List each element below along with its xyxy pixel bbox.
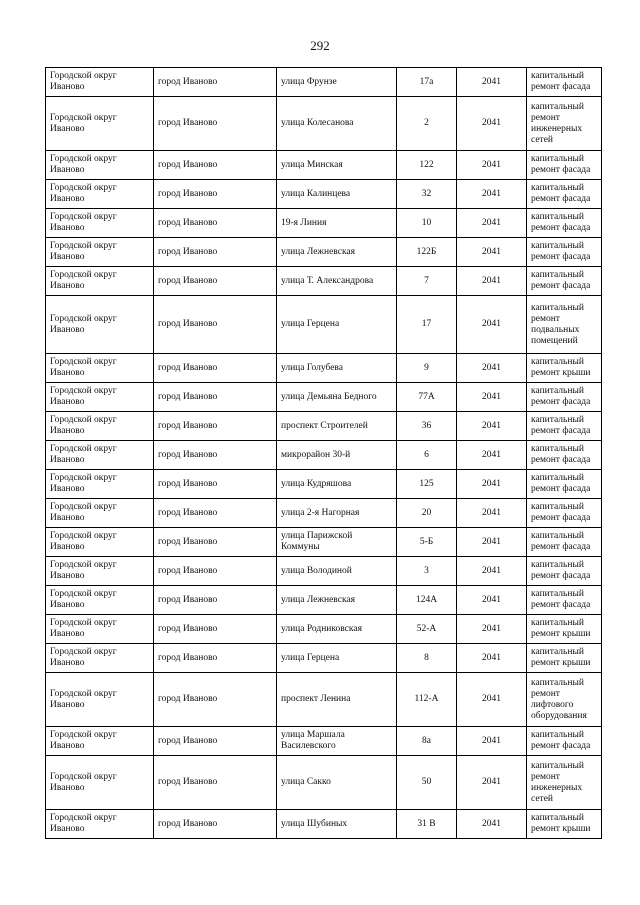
street-cell: улица Т. Александрова <box>277 267 397 296</box>
street-cell: улица Лежневская <box>277 586 397 615</box>
year-cell: 2041 <box>457 756 527 810</box>
work-type-cell: капитальный ремонт фасада <box>527 238 602 267</box>
repair-schedule-table <box>45 67 602 839</box>
street-cell: проспект Строителей <box>277 412 397 441</box>
house-number-cell: 2 <box>397 97 457 151</box>
district-cell: Городской округ Иваново <box>46 68 154 97</box>
year-cell: 2041 <box>457 528 527 557</box>
house-number-cell: 77А <box>397 383 457 412</box>
city-cell: город Иваново <box>154 180 277 209</box>
year-cell: 2041 <box>457 673 527 727</box>
house-number-cell: 6 <box>397 441 457 470</box>
city-cell: город Иваново <box>154 209 277 238</box>
city-cell: город Иваново <box>154 499 277 528</box>
street-cell: улица Фрунзе <box>277 68 397 97</box>
work-type-cell: капитальный ремонт крыши <box>527 644 602 673</box>
work-type-cell: капитальный ремонт фасада <box>527 68 602 97</box>
table-row <box>46 557 602 586</box>
city-cell: город Иваново <box>154 644 277 673</box>
city-cell: город Иваново <box>154 354 277 383</box>
work-type-cell: капитальный ремонт фасада <box>527 727 602 756</box>
table-row <box>46 528 602 557</box>
table-row <box>46 296 602 354</box>
year-cell: 2041 <box>457 470 527 499</box>
house-number-cell: 122 <box>397 151 457 180</box>
street-cell: улица Демьяна Бедного <box>277 383 397 412</box>
table-row <box>46 383 602 412</box>
year-cell: 2041 <box>457 354 527 383</box>
work-type-cell: капитальный ремонт фасада <box>527 470 602 499</box>
table-row <box>46 756 602 810</box>
table-row <box>46 238 602 267</box>
house-number-cell: 17а <box>397 68 457 97</box>
city-cell: город Иваново <box>154 296 277 354</box>
street-cell: улица 2-я Нагорная <box>277 499 397 528</box>
work-type-cell: капитальный ремонт фасада <box>527 528 602 557</box>
table-row <box>46 209 602 238</box>
street-cell: улица Голубева <box>277 354 397 383</box>
street-cell: улица Парижской Коммуны <box>277 528 397 557</box>
year-cell: 2041 <box>457 68 527 97</box>
table-row <box>46 586 602 615</box>
house-number-cell: 50 <box>397 756 457 810</box>
district-cell: Городской округ Иваново <box>46 727 154 756</box>
city-cell: город Иваново <box>154 586 277 615</box>
city-cell: город Иваново <box>154 470 277 499</box>
street-cell: улица Лежневская <box>277 238 397 267</box>
city-cell: город Иваново <box>154 151 277 180</box>
district-cell: Городской округ Иваново <box>46 810 154 839</box>
year-cell: 2041 <box>457 441 527 470</box>
city-cell: город Иваново <box>154 615 277 644</box>
district-cell: Городской округ Иваново <box>46 267 154 296</box>
page-number: 292 <box>310 38 330 53</box>
district-cell: Городской округ Иваново <box>46 470 154 499</box>
district-cell: Городской округ Иваново <box>46 412 154 441</box>
house-number-cell: 8 <box>397 644 457 673</box>
street-cell: улица Герцена <box>277 644 397 673</box>
house-number-cell: 5-Б <box>397 528 457 557</box>
year-cell: 2041 <box>457 412 527 441</box>
house-number-cell: 112-А <box>397 673 457 727</box>
table-row <box>46 810 602 839</box>
district-cell: Городской округ Иваново <box>46 238 154 267</box>
house-number-cell: 9 <box>397 354 457 383</box>
street-cell: микрорайон 30-й <box>277 441 397 470</box>
street-cell: улица Герцена <box>277 296 397 354</box>
city-cell: город Иваново <box>154 267 277 296</box>
city-cell: город Иваново <box>154 673 277 727</box>
work-type-cell: капитальный ремонт крыши <box>527 354 602 383</box>
work-type-cell: капитальный ремонт фасада <box>527 441 602 470</box>
year-cell: 2041 <box>457 557 527 586</box>
year-cell: 2041 <box>457 97 527 151</box>
street-cell: проспект Ленина <box>277 673 397 727</box>
house-number-cell: 17 <box>397 296 457 354</box>
street-cell: улица Шубиных <box>277 810 397 839</box>
work-type-cell: капитальный ремонт крыши <box>527 615 602 644</box>
work-type-cell: капитальный ремонт лифтового оборудования <box>527 673 602 727</box>
house-number-cell: 124А <box>397 586 457 615</box>
year-cell: 2041 <box>457 180 527 209</box>
work-type-cell: капитальный ремонт крыши <box>527 810 602 839</box>
district-cell: Городской округ Иваново <box>46 615 154 644</box>
street-cell: улица Минская <box>277 151 397 180</box>
work-type-cell: капитальный ремонт фасада <box>527 412 602 441</box>
district-cell: Городской округ Иваново <box>46 557 154 586</box>
year-cell: 2041 <box>457 615 527 644</box>
year-cell: 2041 <box>457 810 527 839</box>
street-cell: улица Маршала Василевского <box>277 727 397 756</box>
house-number-cell: 31 В <box>397 810 457 839</box>
work-type-cell: капитальный ремонт фасада <box>527 151 602 180</box>
district-cell: Городской округ Иваново <box>46 383 154 412</box>
city-cell: город Иваново <box>154 810 277 839</box>
year-cell: 2041 <box>457 238 527 267</box>
work-type-cell: капитальный ремонт фасада <box>527 586 602 615</box>
year-cell: 2041 <box>457 151 527 180</box>
city-cell: город Иваново <box>154 727 277 756</box>
table-row <box>46 727 602 756</box>
street-cell: 19-я Линия <box>277 209 397 238</box>
city-cell: город Иваново <box>154 68 277 97</box>
street-cell: улица Калинцева <box>277 180 397 209</box>
work-type-cell: капитальный ремонт фасада <box>527 180 602 209</box>
table-row <box>46 615 602 644</box>
house-number-cell: 125 <box>397 470 457 499</box>
table-row <box>46 151 602 180</box>
house-number-cell: 122Б <box>397 238 457 267</box>
district-cell: Городской округ Иваново <box>46 209 154 238</box>
district-cell: Городской округ Иваново <box>46 499 154 528</box>
district-cell: Городской округ Иваново <box>46 644 154 673</box>
table-row <box>46 673 602 727</box>
house-number-cell: 3 <box>397 557 457 586</box>
city-cell: город Иваново <box>154 441 277 470</box>
year-cell: 2041 <box>457 499 527 528</box>
house-number-cell: 8а <box>397 727 457 756</box>
table-row <box>46 68 602 97</box>
district-cell: Городской округ Иваново <box>46 673 154 727</box>
work-type-cell: капитальный ремонт фасада <box>527 557 602 586</box>
city-cell: город Иваново <box>154 557 277 586</box>
table-row <box>46 354 602 383</box>
table-row <box>46 441 602 470</box>
table-row <box>46 267 602 296</box>
work-type-cell: капитальный ремонт фасада <box>527 267 602 296</box>
year-cell: 2041 <box>457 644 527 673</box>
table-row <box>46 470 602 499</box>
street-cell: улица Сакко <box>277 756 397 810</box>
house-number-cell: 7 <box>397 267 457 296</box>
street-cell: улица Колесанова <box>277 97 397 151</box>
district-cell: Городской округ Иваново <box>46 756 154 810</box>
table-row <box>46 412 602 441</box>
district-cell: Городской округ Иваново <box>46 586 154 615</box>
year-cell: 2041 <box>457 296 527 354</box>
city-cell: город Иваново <box>154 412 277 441</box>
city-cell: город Иваново <box>154 528 277 557</box>
city-cell: город Иваново <box>154 756 277 810</box>
table-row <box>46 180 602 209</box>
city-cell: город Иваново <box>154 383 277 412</box>
district-cell: Городской округ Иваново <box>46 441 154 470</box>
work-type-cell: капитальный ремонт фасада <box>527 209 602 238</box>
work-type-cell: капитальный ремонт инженерных сетей <box>527 756 602 810</box>
district-cell: Городской округ Иваново <box>46 528 154 557</box>
house-number-cell: 36 <box>397 412 457 441</box>
house-number-cell: 32 <box>397 180 457 209</box>
city-cell: город Иваново <box>154 238 277 267</box>
work-type-cell: капитальный ремонт инженерных сетей <box>527 97 602 151</box>
year-cell: 2041 <box>457 727 527 756</box>
house-number-cell: 52-А <box>397 615 457 644</box>
street-cell: улица Володиной <box>277 557 397 586</box>
district-cell: Городской округ Иваново <box>46 296 154 354</box>
street-cell: улица Кудряшова <box>277 470 397 499</box>
district-cell: Городской округ Иваново <box>46 354 154 383</box>
district-cell: Городской округ Иваново <box>46 151 154 180</box>
table-row <box>46 644 602 673</box>
table-row <box>46 499 602 528</box>
district-cell: Городской округ Иваново <box>46 97 154 151</box>
year-cell: 2041 <box>457 267 527 296</box>
work-type-cell: капитальный ремонт подвальных помещений <box>527 296 602 354</box>
street-cell: улица Родниковская <box>277 615 397 644</box>
table-row <box>46 97 602 151</box>
work-type-cell: капитальный ремонт фасада <box>527 499 602 528</box>
house-number-cell: 10 <box>397 209 457 238</box>
city-cell: город Иваново <box>154 97 277 151</box>
year-cell: 2041 <box>457 383 527 412</box>
district-cell: Городской округ Иваново <box>46 180 154 209</box>
house-number-cell: 20 <box>397 499 457 528</box>
year-cell: 2041 <box>457 586 527 615</box>
work-type-cell: капитальный ремонт фасада <box>527 383 602 412</box>
year-cell: 2041 <box>457 209 527 238</box>
